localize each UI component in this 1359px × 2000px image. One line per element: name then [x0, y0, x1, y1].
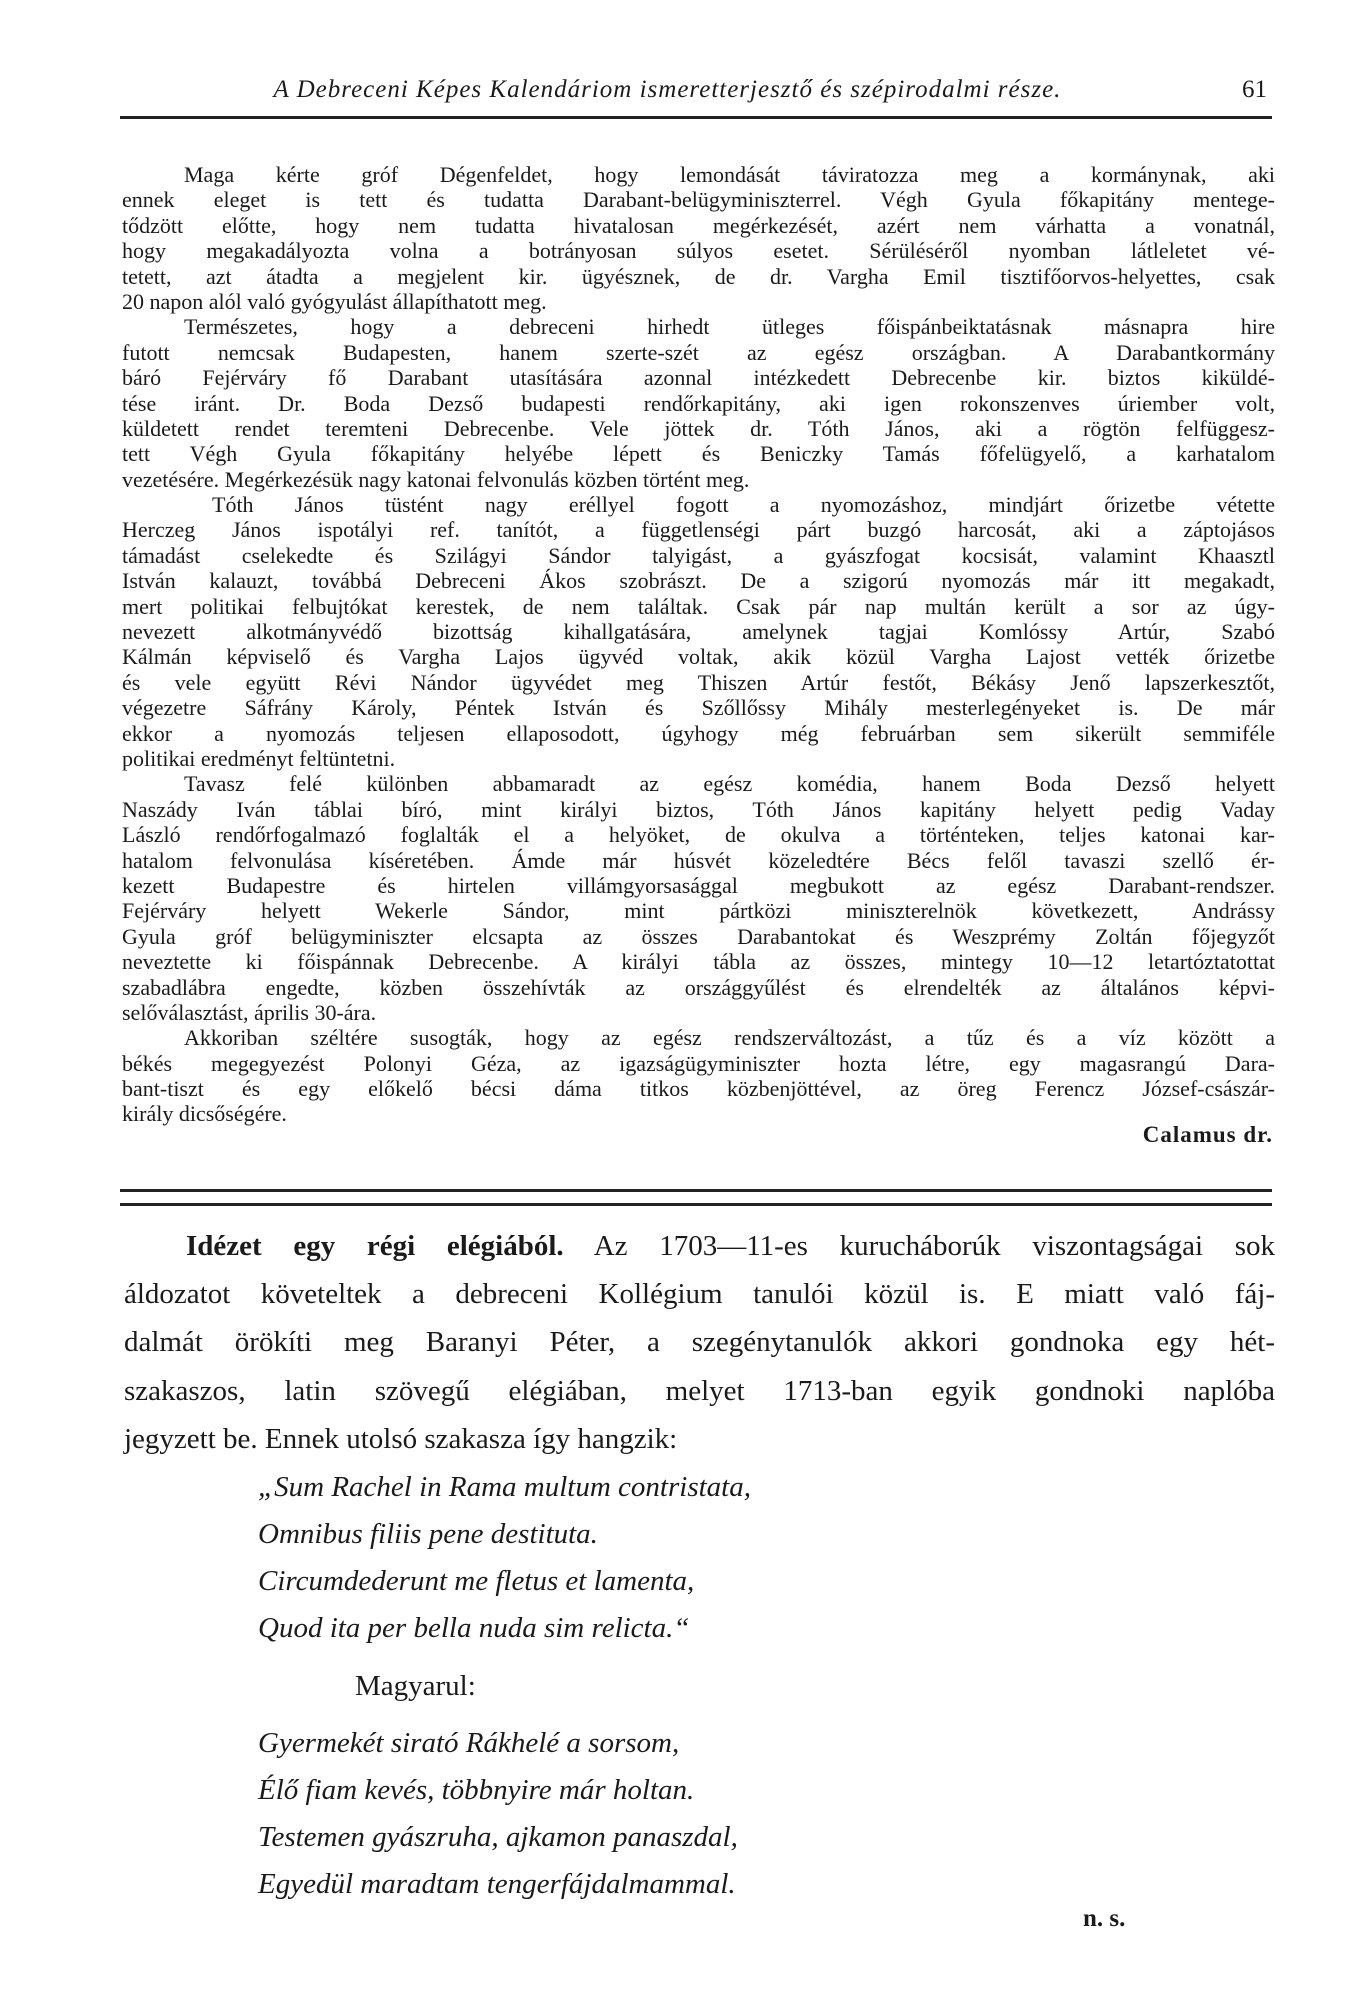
article-2-first-line-text: Az 1703—11-es kurucháborúk viszontagságai sok: [563, 1230, 1276, 1262]
hungarian-poem: [258, 1720, 738, 1908]
magyarul-label: Magyarul:: [355, 1670, 476, 1702]
paragraph-line: tett Végh Gyula főkapitány helyébe lépett és Beniczky Tamás főfelügyelő, a karhatalom: [122, 441, 1275, 467]
article-2-line: jegyzett be. Ennek utolsó szakasza így hangzik:: [124, 1422, 678, 1455]
paragraph-line: Akkoriban széltére susogták, hogy az egész rendszerváltozást, a tűz és a víz között a: [184, 1025, 1275, 1051]
article-2-body: [124, 1222, 1275, 1463]
paragraph-line: Maga kérte gróf Dégenfeldet, hogy lemondását táviratozza meg a kormánynak, aki: [184, 162, 1275, 187]
paragraph-line: ennek eleget is tett és tudatta Darabant-belügyminiszterrel. Végh Gyula főkapitány mentege-: [122, 187, 1275, 213]
poem-line: Egyedül maradtam tengerfájdalmammal.: [258, 1868, 736, 1900]
article-1-body: [122, 162, 1275, 1127]
paragraph-line: végezetre Sáfrány Károly, Péntek István és Szőllőssy Mihály mesterlegényeket is. De már: [122, 695, 1275, 721]
article-2-line: [124, 1222, 1275, 1270]
running-header-title: A Debreceni Képes Kalendáriom ismeretterjesztő és szépirodalmi része.: [273, 76, 1062, 103]
paragraph-line: ekkor a nyomozás teljesen ellaposodott, úgyhogy még februárban sem sikerült semmiféle: [122, 720, 1275, 746]
paragraph-line: békés megegyezést Polonyi Géza, az igazságügyminiszter hozta létre, egy magasrangú Dara-: [122, 1050, 1275, 1076]
section-divider-rule-top: [120, 1189, 1272, 1192]
paragraph-line: báró Fejérváry fő Darabant utasítására azonnal intézkedett Debrecenbe kir. biztos kiküldé-: [122, 365, 1275, 391]
article-2-line: áldozatot követeltek a debreceni Kollégium tanulói közül is. E miatt való fáj-: [124, 1278, 1275, 1311]
paragraph-line: tése iránt. Dr. Boda Dezső budapesti rendőrkapitány, aki igen rokonszenves úriember volt,: [122, 390, 1275, 416]
header-rule: [120, 116, 1272, 119]
paragraph-line: és vele együtt Révi Nándor ügyvédet meg Thiszen Artúr festőt, Békásy Jenő lapszerkesztőt,: [122, 669, 1275, 695]
paragraph-line: István kalauzt, továbbá Debreceni Ákos szobrászt. De a szigorú nyomozás már itt megakadt,: [122, 568, 1275, 594]
paragraph-line: László rendőrfogalmazó foglalták el a helyöket, de okulva a történteken, teljes katonai kar-: [122, 822, 1275, 848]
article-2-signature: n. s.: [1083, 1905, 1126, 1932]
paragraph-line: futott nemcsak Budapesten, hanem szerte-szét az egész országban. A Darabantkormány: [122, 339, 1275, 365]
poem-line: Quod ita per bella nuda sim relicta.“: [258, 1612, 690, 1644]
paragraph-line: Herczeg János ispotályi ref. tanítót, a függetlenségi párt buzgó harcosát, aki a záptojásos: [122, 517, 1275, 543]
paragraph-line: támadást cselekedte és Szilágyi Sándor talyigást, a gyászfogat kocsisát, valamint Khaasztl: [122, 542, 1275, 568]
page-number: 61: [1242, 76, 1267, 103]
poem-line: Gyermekét sirató Rákhelé a sorsom,: [258, 1727, 680, 1759]
paragraph-line: hogy megakadályozta volna a botrányosan súlyos esetet. Sérüléséről nyomban látleletet vé-: [122, 238, 1275, 264]
article-2-line: dalmát örökíti meg Baranyi Péter, a szegénytanulók akkori gondnoka egy hét-: [124, 1326, 1275, 1359]
paragraph-line: küldetett rendet teremteni Debrecenbe. Vele jöttek dr. Tóth János, aki a rögtön felfüggesz-: [122, 415, 1275, 441]
poem-line: Élő fiam kevés, többnyire már holtan.: [258, 1774, 695, 1806]
paragraph-line: 20 napon alól való gyógyulást állapíthatott meg.: [122, 288, 547, 314]
poem-line: Omnibus filiis pene destituta.: [258, 1518, 598, 1550]
paragraph-line: politikai eredményt feltüntetni.: [122, 745, 396, 771]
article-2-title: Idézet egy régi elégiából.: [186, 1230, 564, 1262]
running-header: [120, 72, 1275, 108]
paragraph-line: tetett, azt átadta a megjelent kir. ügyésznek, de dr. Vargha Emil tisztifőorvos-helyettes, csak: [122, 263, 1275, 289]
paragraph-line: kezett Budapestre és hirtelen villámgyorsasággal megbukott az egész Darabant-rendszer.: [122, 872, 1275, 898]
poem-line: Testemen gyászruha, ajkamon panaszdal,: [258, 1821, 738, 1853]
paragraph-line: Tavasz felé különben abbamaradt az egész komédia, hanem Boda Dezső helyett: [184, 771, 1275, 797]
paragraph-line: Kálmán képviselő és Vargha Lajos ügyvéd voltak, akik közül Vargha Lajost vették őrizetbe: [122, 644, 1275, 670]
paragraph-line: Fejérváry helyett Wekerle Sándor, mint pártközi miniszterelnök következett, Andrássy: [122, 898, 1275, 924]
poem-line: „Sum Rachel in Rama multum contristata,: [258, 1471, 751, 1503]
section-divider-rule-bottom: [120, 1203, 1272, 1206]
paragraph-line: nevezett alkotmányvédő bizottság kihallgatására, amelynek tagjai Komlóssy Artúr, Szabó: [122, 619, 1275, 645]
article-1-signature: Calamus dr.: [1142, 1122, 1273, 1147]
paragraph-line: Természetes, hogy a debreceni hirhedt ütleges főispánbeiktatásnak másnapra hire: [184, 314, 1275, 340]
paragraph-line: Naszády Iván táblai bíró, mint királyi biztos, Tóth János kapitány helyett pedig Vaday: [122, 796, 1275, 822]
paragraph-line: király dicsőségére.: [122, 1101, 287, 1127]
poem-line: Circumdederunt me fletus et lamenta,: [258, 1565, 695, 1597]
paragraph-line: Gyula gróf belügyminiszter elcsapta az összes Darabantokat és Weszprémy Zoltán főjegyzőt: [122, 923, 1275, 949]
paragraph-line: tődzött előtte, hogy nem tudatta hivatalosan megérkezését, azért nem várhatta a vonatnál,: [122, 212, 1275, 238]
article-2-line: szakaszos, latin szövegű elégiában, melyet 1713-ban egyik gondnoki naplóba: [124, 1374, 1275, 1407]
latin-poem: [258, 1464, 751, 1652]
paragraph-line: szabadlábra engedte, közben összehívták az országgyűlést és elrendelték az általános képvi-: [122, 974, 1275, 1000]
paragraph-line: bant-tiszt és egy előkelő bécsi dáma titkos közbenjöttével, az öreg Ferencz József-császár-: [122, 1076, 1275, 1102]
paragraph-line: neveztette ki főispánnak Debrecenbe. A királyi tábla az összes, mintegy 10—12 letartóztatottat: [122, 949, 1275, 975]
paragraph-line: selőválasztást, április 30-ára.: [122, 999, 377, 1025]
paragraph-line: mert politikai felbujtókat kerestek, de nem találtak. Csak pár nap multán került a sor az úgy-: [122, 593, 1275, 619]
paragraph-line: hatalom felvonulása kíséretében. Ámde már húsvét közeledtére Bécs felől tavaszi szellő ér-: [122, 847, 1275, 873]
paragraph-line: vezetésére. Megérkezésük nagy katonai felvonulás közben történt meg.: [122, 466, 750, 492]
paragraph-line: Tóth János tüstént nagy eréllyel fogott a nyomozáshoz, mindjárt őrizetbe vétette: [212, 492, 1275, 518]
